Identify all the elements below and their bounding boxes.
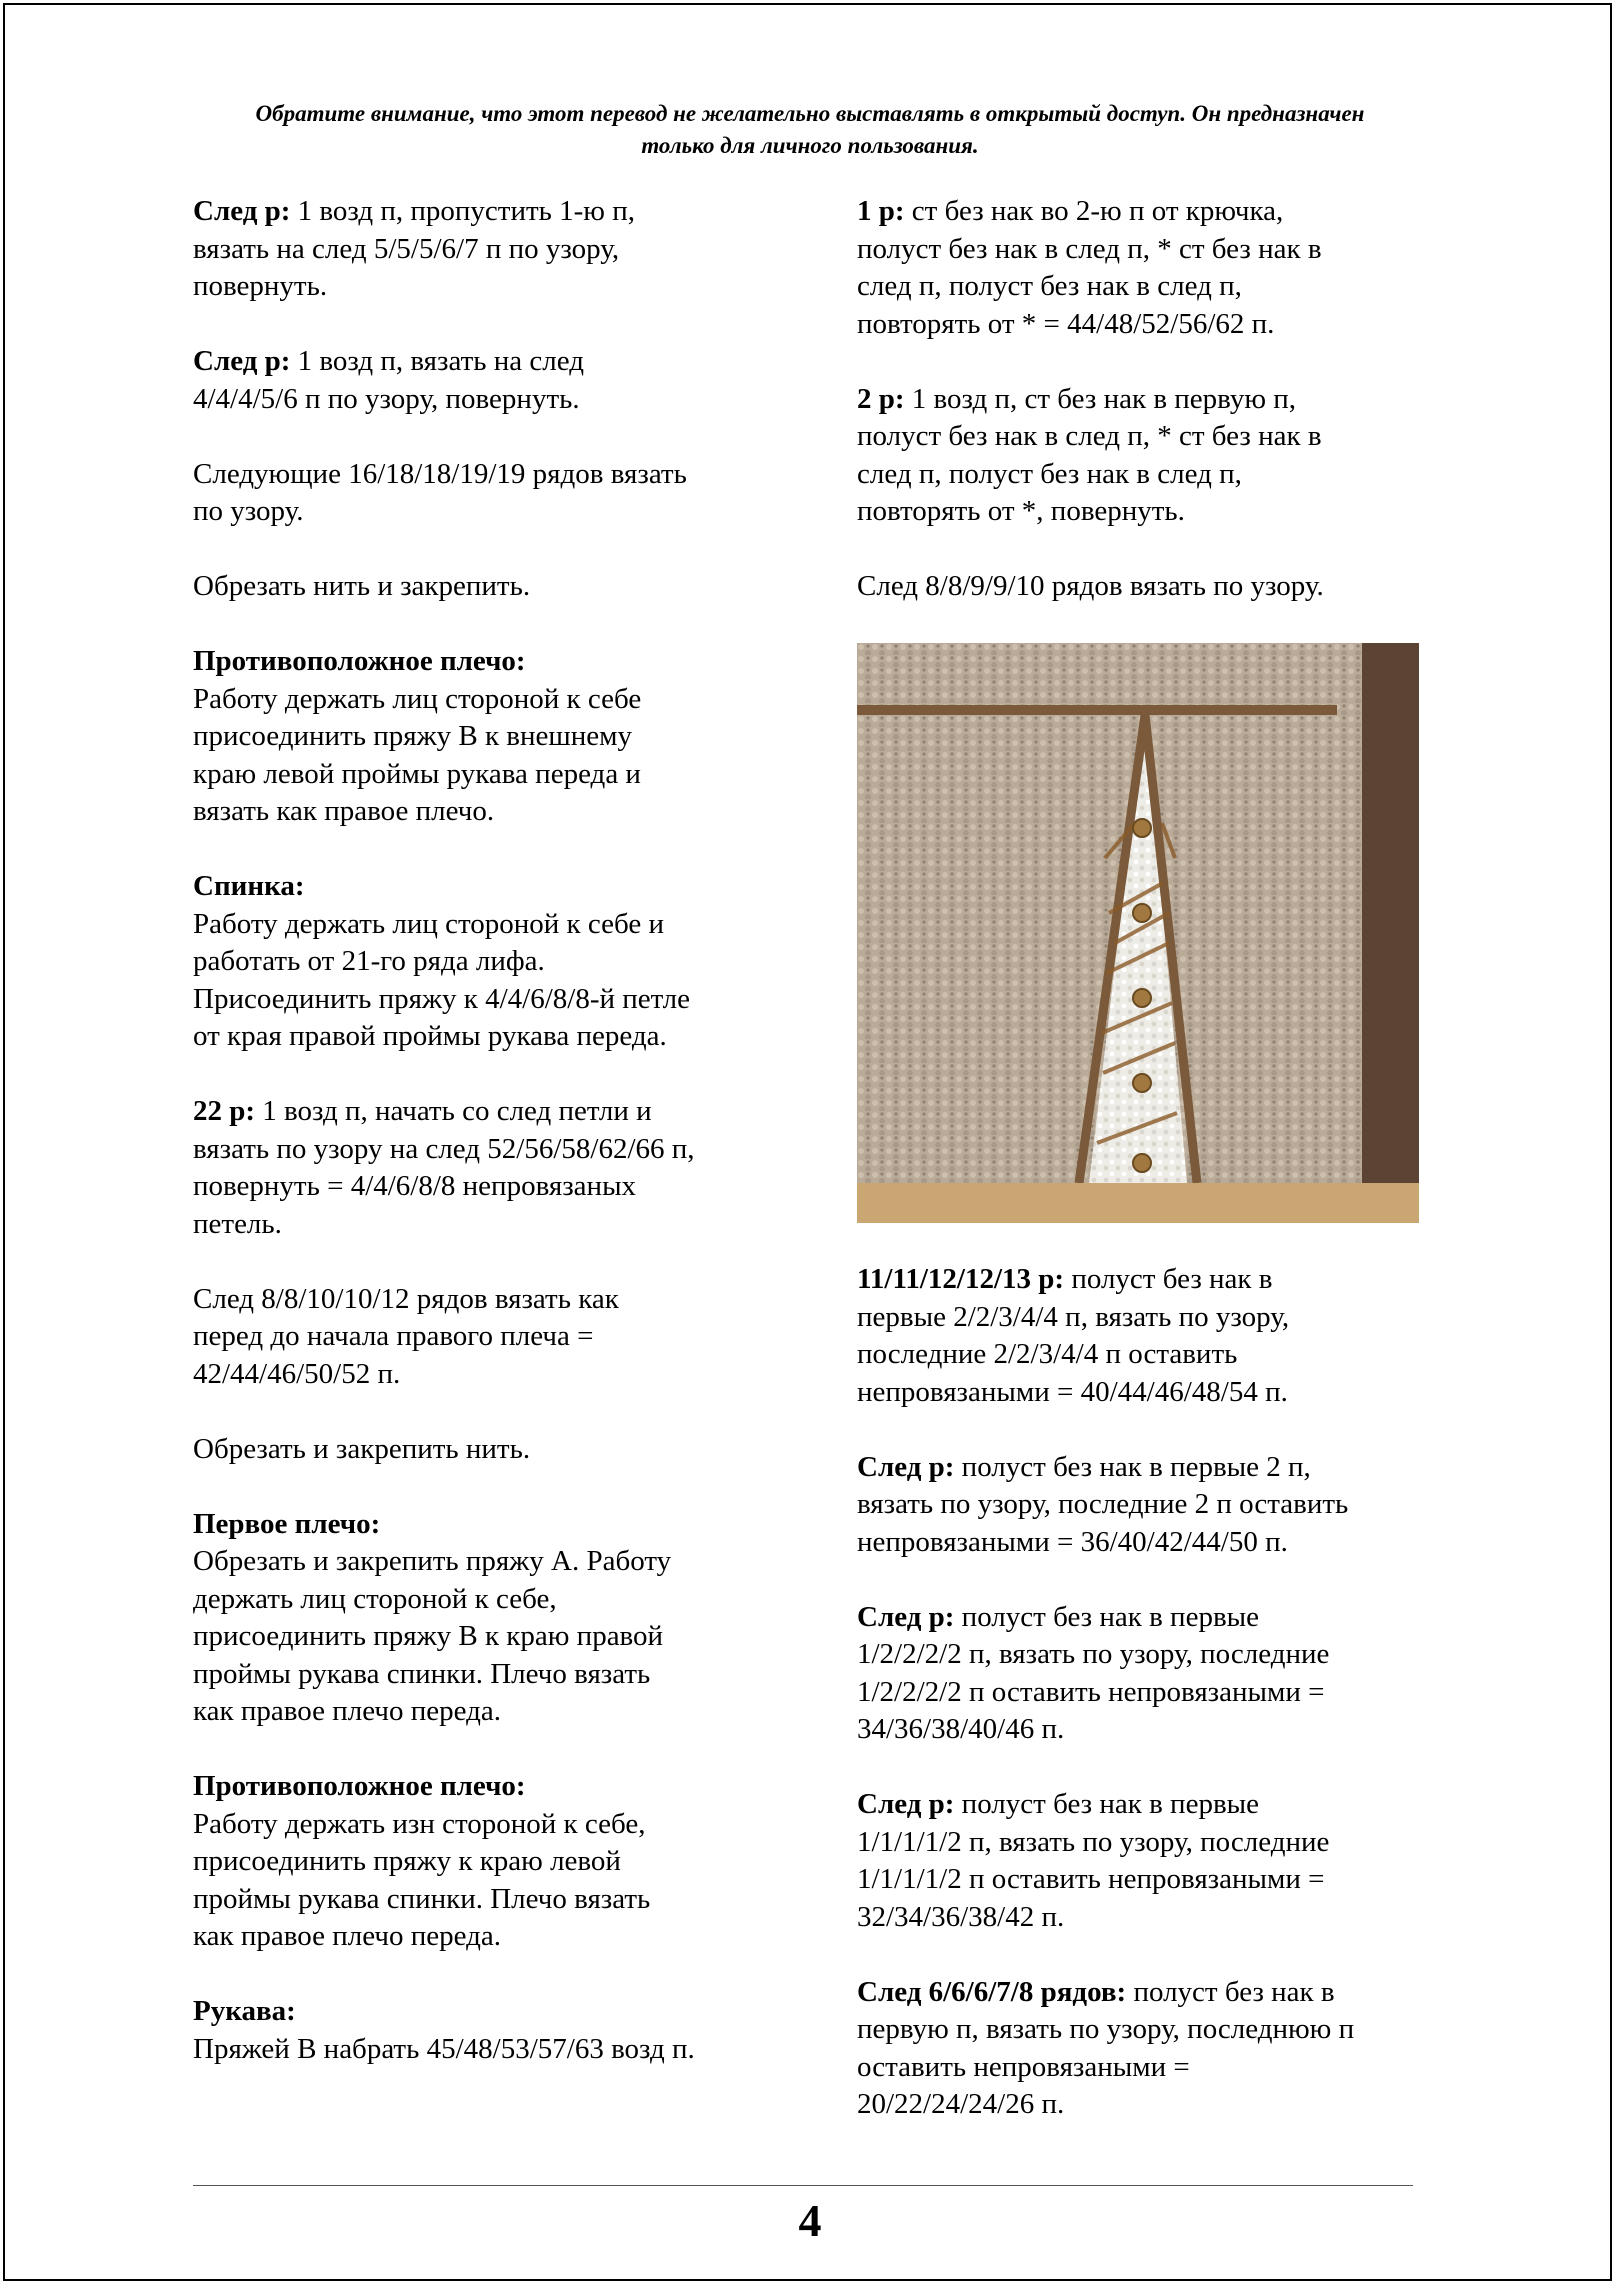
skirt [857,1183,1419,1223]
paragraph: Обрезать и закрепить нить. [193,1432,531,1465]
section-sleeves: Рукава: Пряжей В набрать 45/48/53/57/63 возд п. [193,1993,793,2068]
section-back: Спинка: Работу держать лиц стороной к себе и работать от 21-го ряда лифа. Присоединить пряжу к 4/4/6/8/8-й петле от края правой проймы рукава переда. [193,868,793,1056]
section-opposite-shoulder-back: Противоположное плечо: Работу держать изн стороной к себе, присоединить пряжу к краю левой проймы рукава спинки. Плечо вязать как правое плечо переда. [193,1768,793,1956]
notice-text: Обратите внимание, что этот перевод не желательно выставлять в открытый доступ. Он предназначен только для личного пользования. [255,101,1365,158]
right-column-top [857,193,1427,643]
paragraph: Следующие 16/18/18/19/19 рядов вязать по узору. [193,457,687,527]
section-heading: Противоположное плечо: [193,645,526,677]
paragraph: След 8/8/10/10/12 рядов вязать как перед до начала правого плеча = 42/44/46/50/52 п. [193,1282,619,1390]
left-column [193,193,793,2106]
footer-rule [193,2185,1413,2186]
section-opposite-shoulder-front: Противоположное плечо: Работу держать лиц стороной к себе присоединить пряжу В к внешнему краю левой проймы рукава переда и вязать как правое плечо. [193,643,793,831]
section-first-shoulder: Первое плечо: Обрезать и закрепить пряжу А. Работу держать лиц стороной к себе, присоединить пряжу В к краю правой проймы рукава спинки. Плечо вязать как правое плечо переда. [193,1506,793,1731]
section-heading: Спинка: [193,870,305,902]
paragraph: 1 р: ст без нак во 2-ю п от крючка, полуст без нак в след п, * ст без нак в след п, полуст без нак в след п, повторять от * = 44/48/52/56/62 п. [857,195,1322,340]
right-column-bottom [857,1261,1427,2161]
paragraph: След р: полуст без нак в первые 1/1/1/1/2 п, вязать по узору, последние 1/1/1/1/2 п оставить непровязаными = 32/34/36/38/42 п. [857,1788,1330,1933]
section-heading: Рукава: [193,1995,296,2027]
page-number: 4 [798,2195,822,2246]
paragraph: След 8/8/9/9/10 рядов вязать по узору. [857,570,1324,602]
dark-side [1362,643,1419,1223]
paragraph: След р: полуст без нак в первые 1/2/2/2/2 п, вязать по узору, последние 1/2/2/2/2 п оставить непровязаными = 34/36/38/40/46 п. [857,1600,1330,1745]
paragraph: След р: полуст без нак в первые 2 п, вязать по узору, последние 2 п оставить непровязаными = 36/40/42/44/50 п. [857,1450,1349,1558]
paragraph: След р: 1 возд п, пропустить 1-ю п, вязать на след 5/5/5/6/7 п по узору, повернуть. [193,195,635,302]
section-heading: Противоположное плечо: [193,1770,526,1802]
trim-band [857,705,1337,715]
paragraph: След р: 1 возд п, вязать на след 4/4/4/5/6 п по узору, повернуть. [193,345,584,415]
paragraph: 11/11/12/12/13 р: полуст без нак в первые 2/2/3/4/4 п, вязать по узору, последние 2/2/3/4/4 п оставить непровязаными = 40/44/46/48/54 п. [857,1263,1290,1408]
paragraph: След 6/6/6/7/8 рядов: полуст без нак в первую п, вязать по узору, последнюю п оставить непровязаными = 20/22/24/24/26 п. [857,1975,1355,2120]
paragraph: 2 р: 1 возд п, ст без нак в первую п, полуст без нак в след п, * ст без нак в след п, полуст без нак в след п, повторять от *, повернуть. [857,382,1322,527]
paragraph: 22 р: 1 возд п, начать со след петли и вязать по узору на след 52/56/58/62/66 п, повернуть = 4/4/6/8/8 непровязаных петель. [193,1095,695,1240]
paragraph: Обрезать нить и закрепить. [193,570,531,602]
crochet-photo [857,643,1419,1223]
section-heading: Первое плечо: [193,1507,381,1540]
